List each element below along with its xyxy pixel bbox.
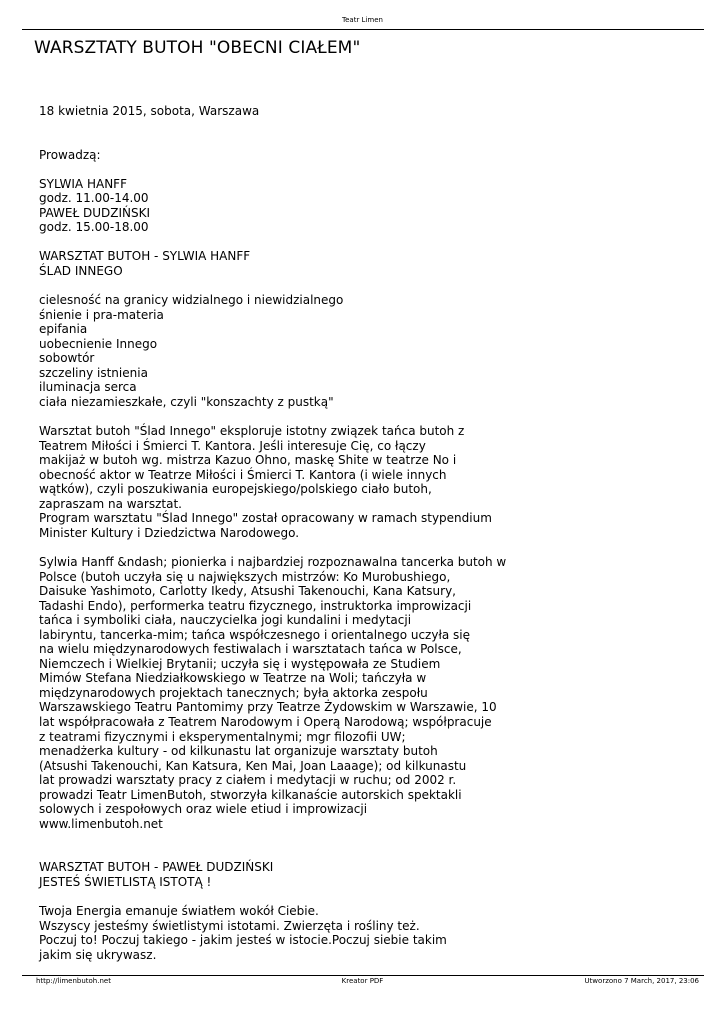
footer-generator: Kreator PDF [341,977,384,985]
description-line: Warsztat butoh "Ślad Innego" eksploruje istotny związek tańca butoh z [39,424,465,439]
theme-line: szczeliny istnienia [39,365,148,380]
article-body [39,104,689,962]
theme-line: uobecnienie Innego [39,336,158,351]
workshop1-bio [39,555,689,831]
bio-line: Tadashi Endo), performerka teatru fizycznego, instruktorka improwizacji [39,598,472,613]
description-line: obecność aktor w Teatrze Miłości i Śmierci T. Kantora (i wiele innych [39,467,447,482]
workshop1-subtitle: ŚLAD INNEGO [39,264,123,279]
workshop1-heading: WARSZTAT BUTOH - SYLWIA HANFF [39,249,251,264]
workshop2-text [39,904,689,962]
bio-line: Mimów Stefana Niedziałkowskiego w Teatrze na Woli; tańczyła w [39,671,427,686]
header-divider [22,29,704,30]
theme-line: epifania [39,322,88,337]
bio-line: na wielu międzynarodowych festiwalach i warsztatach tańca w Polsce, [39,642,462,657]
theme-line: ciała niezamieszkałe, czyli "konszachty z pustką" [39,394,334,409]
bio-line: Warszawskiego Teatru Pantomimy przy Teatrze Żydowskim w Warszawie, 10 [39,700,497,715]
bio-line: tańca i symboliki ciała, nauczycielka jogi kundalini i medytacji [39,613,412,628]
description-line: Program warsztatu "Ślad Innego" został opracowany w ramach stypendium [39,511,492,526]
leader-hours: godz. 15.00-18.00 [39,220,149,235]
bio-line: menadżerka kultury - od kilkunastu lat organizuje warsztaty butoh [39,744,438,759]
bio-line: prowadzi Teatr LimenButoh, stworzyła kilkanaście autorskich spektakli [39,787,462,802]
leader-hours: godz. 11.00-14.00 [39,191,149,206]
header-site-name: Teatr Limen [342,16,383,24]
description-line: makijaż w butoh wg. mistrza Kazuo Ohno, maskę Shite w teatrze No i [39,453,457,468]
workshop1-themes [39,293,689,409]
page-title: WARSZTATY BUTOH "OBECNI CIAŁEM" [34,38,361,58]
bio-line: Niemczech i Wielkiej Brytanii; uczyła się i występowała ze Studiem [39,656,441,671]
leaders-heading: Prowadzą: [39,147,101,162]
workshop2-line: Twoja Energia emanuje światłem wokół Ciebie. [39,904,319,919]
description-line: zapraszam na warsztat. [39,496,182,511]
event-date: 18 kwietnia 2015, sobota, Warszawa [39,104,260,118]
footer-divider [22,975,704,976]
bio-line: lat prowadzi warsztaty pracy z ciałem i medytacji w ruchu; od 2002 r. [39,773,457,788]
workshop2-line: Wszyscy jesteśmy świetlistymi istotami. Zwierzęta i rośliny też. [39,918,420,933]
bio-line: lat współpracowała z Teatrem Narodowym i Operą Narodową; współpracuje [39,714,492,729]
bio-line: Daisuke Yashimoto, Carlotty Ikedy, Atsushi Takenouchi, Kana Katsury, [39,584,456,599]
theme-line: iluminacja serca [39,380,137,395]
theme-line: cielesność na granicy widzialnego i niewidzialnego [39,293,344,308]
description-line: Minister Kultury i Dziedzictwa Narodowego. [39,525,300,540]
description-line: wątków), czyli poszukiwania europejskiego/polskiego ciało butoh, [39,482,432,497]
theme-line: śnienie i pra-materia [39,307,164,322]
bio-line: z teatrami fizycznymi i eksperymentalnymi; mgr filozofii UW; [39,729,406,744]
footer-created-date: Utworzono 7 March, 2017, 23:06 [584,977,699,985]
workshop2-heading: WARSZTAT BUTOH - PAWEŁ DUDZIŃSKI [39,860,274,875]
footer-url[interactable]: http://limenbutoh.net [36,977,111,985]
bio-line: Sylwia Hanff &ndash; pionierka i najbardziej rozpoznawalna tancerka butoh w [39,554,507,569]
workshop1-description [39,424,689,540]
bio-line: solowych i zespołowych oraz wiele etiud i improwizacji [39,802,368,817]
bio-line: międzynarodowych projektach tanecznych; była aktorka zespołu [39,685,428,700]
bio-line: Polsce (butoh uczyła się u największych mistrzów: Ko Murobushiego, [39,569,451,584]
workshop2-subtitle: JESTEŚ ŚWIETLISTĄ ISTOTĄ ! [39,874,212,889]
website-link[interactable]: www.limenbutoh.net [39,816,163,831]
workshop2-line: jakim się ukrywasz. [39,947,157,962]
leader-name: SYLWIA HANFF [39,176,127,191]
workshop2-line: Poczuj to! Poczuj takiego - jakim jesteś w istocie.Poczuj siebie takim [39,933,447,948]
bio-line: labiryntu, tancerka-mim; tańca współczesnego i orientalnego uczyła się [39,627,470,642]
leader-name: PAWEŁ DUDZIŃSKI [39,205,151,220]
description-line: Teatrem Miłości i Śmierci T. Kantora. Jeśli interesuje Cię, co łączy [39,438,426,453]
bio-line: (Atsushi Takenouchi, Kan Katsura, Ken Mai, Joan Laaage); od kilkunastu [39,758,467,773]
theme-line: sobowtór [39,351,95,366]
